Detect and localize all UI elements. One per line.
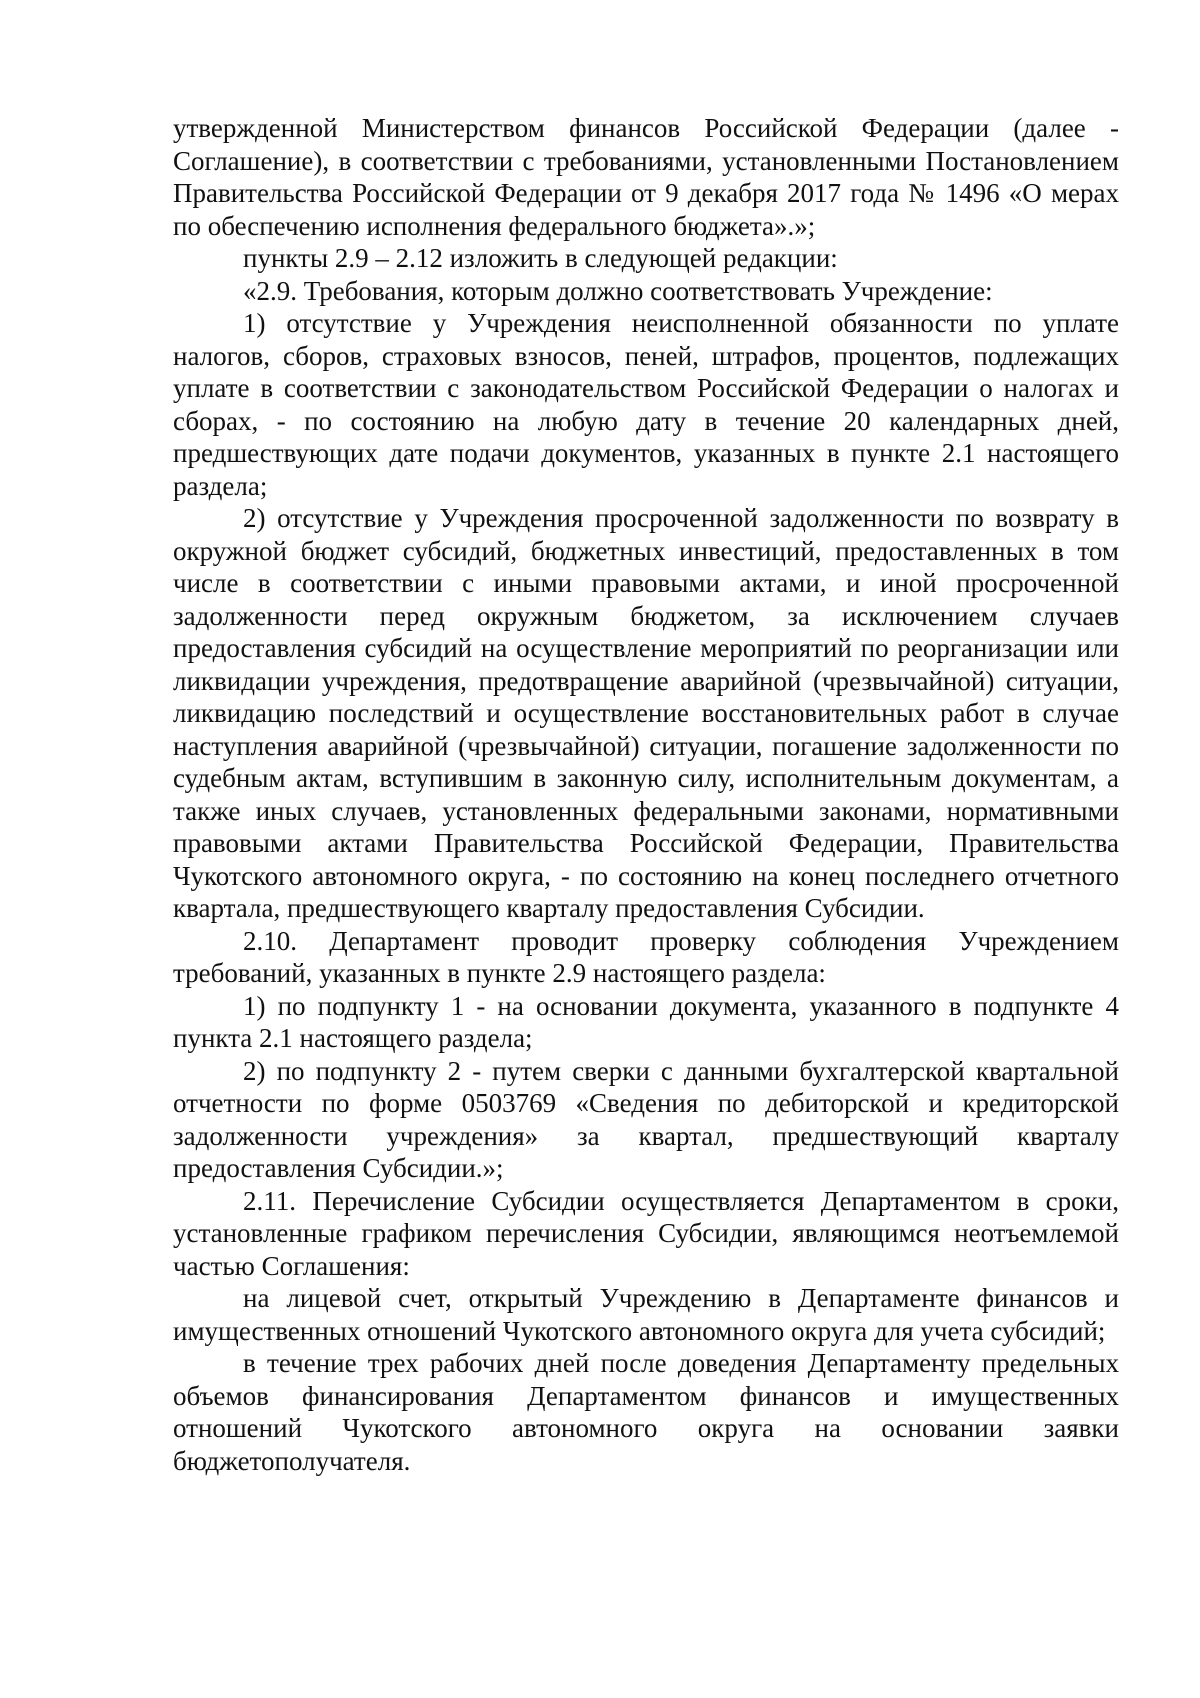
document-page <box>173 112 1119 1477</box>
paragraph-2-9-item-1: 1) отсутствие у Учреждения неисполненной обязанности по уплате налогов, сборов, страховых взносов, пеней, штрафов, процентов, подлежащих уплате в соответствии с законодательством Российской Федерации о налогах и сборах, - по состоянию на любую дату в течение 20 календарных дней, предшествующих дате подачи документов, указанных в пункте 2.1 настоящего раздела; <box>173 308 1119 501</box>
paragraph-2-10-item-2: 2) по подпункту 2 - путем сверки с данными бухгалтерской квартальной отчетности по форме 0503769 «Сведения по дебиторской и кредиторской задолженности учреждения» за квартал, предшествующий кварталу предоставления Субсидии.»; <box>173 1055 1119 1183</box>
paragraph-agreement-reference: утвержденной Министерством финансов Российской Федерации (далее - Соглашение), в соответствии с требованиями, установленными Постановлением Правительства Российской Федерации от 9 декабря 2017 года № 1496 «О мерах по обеспечению исполнения федерального бюджета».»; <box>173 113 1119 241</box>
paragraph-2-11-timing: в течение трех рабочих дней после доведения Департаменту предельных объемов финансирования Департаментом финансов и имущественных отношений Чукотского автономного округа на основании заявки бюджетополучателя. <box>173 1348 1119 1476</box>
paragraph-2-10-heading: 2.10. Департамент проводит проверку соблюдения Учреждением требований, указанных в пункте 2.9 настоящего раздела: <box>173 925 1119 988</box>
paragraph-2-9-item-2: 2) отсутствие у Учреждения просроченной задолженности по возврату в окружной бюджет субсидий, бюджетных инвестиций, предоставленных в том числе в соответствии с иными правовыми актами, и иной просроченной задолженности перед окружным бюджетом, за исключением случаев предоставления субсидий на осуществление мероприятий по реорганизации или ликвидации учреждения, предотвращение аварийной (чрезвычайной) ситуации, ликвидацию последствий и осуществление восстановительных работ в случае наступления аварийной (чрезвычайной) ситуации, погашение задолженности по судебным актам, вступившим в законную силу, исполнительным документам, а также иных случаев, установленных федеральными законами, нормативными правовыми актами Правительства Российской Федерации, Правительства Чукотского автономного округа, - по состоянию на конец последнего отчетного квартала, предшествующего кварталу предоставления Субсидии. <box>173 503 1119 923</box>
paragraph-amend-points: пункты 2.9 – 2.12 изложить в следующей редакции: <box>243 243 838 273</box>
paragraph-2-11-heading: 2.11. Перечисление Субсидии осуществляется Департаментом в сроки, установленные графиком перечисления Субсидии, являющимся неотъемлемой частью Соглашения: <box>173 1185 1119 1281</box>
paragraph-2-10-item-1: 1) по подпункту 1 - на основании документа, указанного в подпункте 4 пункта 2.1 настоящего раздела; <box>173 990 1119 1053</box>
paragraph-2-11-account: на лицевой счет, открытый Учреждению в Департаменте финансов и имущественных отношений Чукотского автономного округа для учета субсидий; <box>173 1283 1119 1346</box>
paragraph-2-9-heading: «2.9. Требования, которым должно соответствовать Учреждение: <box>243 275 993 306</box>
